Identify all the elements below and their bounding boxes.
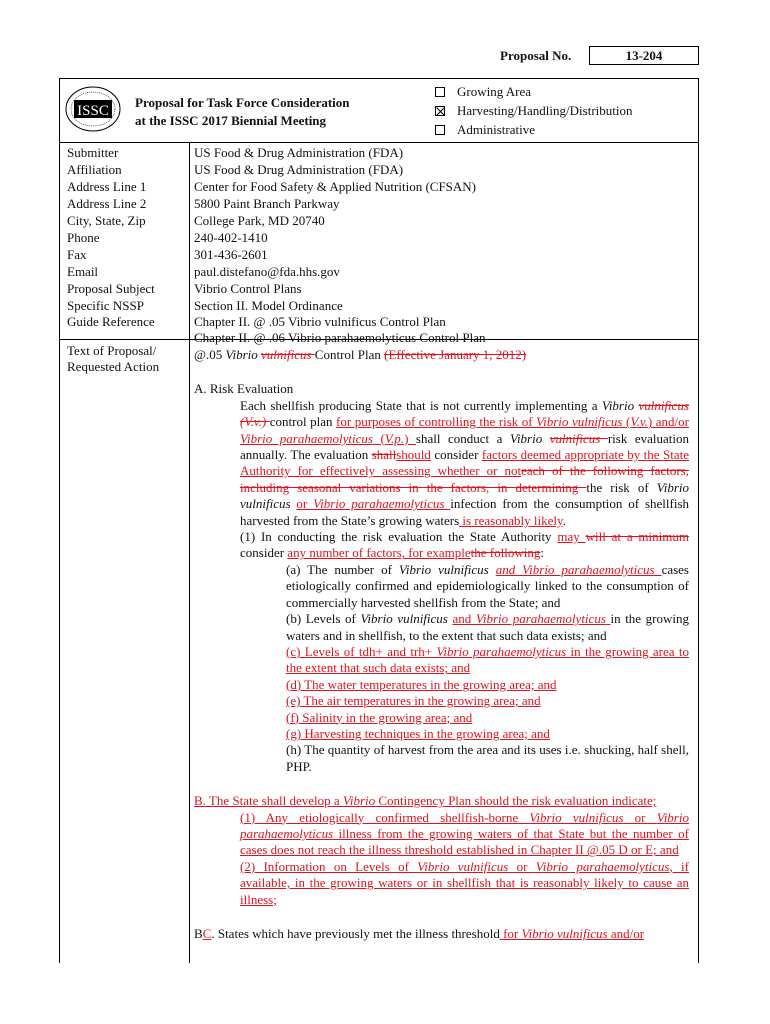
item-h: (h) The quantity of harvest from the area and its uses i.e. shucking, half shell, PHP. (286, 742, 689, 774)
address1-value: Center for Food Safety & Applied Nutrition (CFSAN) (194, 179, 477, 194)
item-f: (f) Salinity in the growing area; and (286, 709, 473, 725)
subject-value: Vibrio Control Plans (194, 281, 302, 296)
city-label: City, State, Zip (67, 213, 146, 228)
subject-label: Proposal Subject (67, 281, 155, 296)
paragraph-b1: (1) Any etiologically confirmed shellfish-borne Vibrio vulnificus or Vibrio parahaemolyticus illness from the growing waters of that State but the number of cases does not reach the illness threshold established in Chapter II @.05 D or E; and (240, 809, 689, 858)
proposal-number-label: Proposal No. (500, 48, 572, 63)
category-harvesting[interactable] (435, 101, 632, 120)
category-administrative[interactable] (435, 120, 632, 139)
category-label: Harvesting/Handling/Distribution (457, 103, 633, 118)
header-title (135, 94, 350, 130)
item-g: (g) Harvesting techniques in the growing area; and (286, 725, 550, 741)
item-b: (b) Levels of Vibrio vulnificus and Vibrio parahaemolyticus in the growing waters and in shellfish, to the extent that such data exists; and (286, 611, 690, 643)
row-divider (59, 339, 190, 340)
paragraph-b: B. The State shall develop a Vibrio Contingency Plan should the risk evaluation indicate; (194, 793, 657, 809)
title-line-2: at the ISSC 2017 Biennial Meeting (135, 113, 327, 128)
phone-label: Phone (67, 230, 100, 245)
email-label: Email (67, 264, 99, 279)
category-growing-area[interactable] (435, 82, 632, 101)
guide-ref-value-3: Chapter II. @ .06 Vibrio parahaemolyticus Control Plan (194, 330, 486, 345)
paragraph-a: Each shellfish producing State that is not currently implementing a Vibrio vulnificus (V.v.) control plan for purposes of controlling the risk of Vibrio vulnificus (V.v.) and/or Vibrio parahaemolyticus (V.p.) shall conduct a Vibrio vulnificus risk evaluation annually. The evaluation shallshould consider factors deemed appropriate by the State Authority for effectively assessing whether or noteach of the following factors, including seasonal variations in the factors, in determining the risk of Vibrio vulnificus or Vibrio parahaemolyticus infection from the consumption of shellfish harvested from the State’s growing waters is reasonably likely. (240, 397, 690, 528)
category-label: Growing Area (457, 84, 532, 99)
text-of-proposal-label-1: Text of Proposal/ (67, 343, 157, 358)
item-a: (a) The number of Vibrio vulnificus and Vibrio parahaemolyticus cases etiologically confirmed and epidemiologically linked to the consumption of commercially harvested shellfish from the State; and (286, 561, 689, 610)
submitter-value: US Food & Drug Administration (FDA) (194, 145, 404, 160)
item-d: (d) The water temperatures in the growing area; and (286, 676, 557, 692)
fax-label: Fax (67, 247, 87, 262)
header-divider (59, 142, 699, 143)
checkbox-icon[interactable] (435, 87, 445, 97)
address1-label: Address Line 1 (67, 179, 147, 194)
affiliation-label: Affiliation (67, 162, 122, 177)
text-of-proposal-label-2: Requested Action (67, 359, 160, 374)
item-c: (c) Levels of tdh+ and trh+ Vibrio parahaemolyticus in the growing area to the extent that such data exists; and (286, 643, 689, 676)
issc-logo (65, 86, 121, 132)
affiliation-value: US Food & Drug Administration (FDA) (194, 162, 404, 177)
paragraph-c: BC. States which have previously met the illness threshold for Vibrio vulnificus and/or (194, 926, 645, 941)
submitter-label: Submitter (67, 145, 119, 160)
category-label: Administrative (457, 122, 535, 137)
checked-checkbox-icon[interactable] (435, 106, 445, 116)
paragraph-a1: (1) In conducting the risk evaluation the State Authority may will at a minimum consider any number of factors, for examplethe following: (240, 529, 689, 561)
svg-text:ISSC: ISSC (77, 103, 109, 119)
address2-label: Address Line 2 (67, 196, 147, 211)
column-divider (189, 142, 190, 963)
guide-ref-value-2: Chapter II. @ .05 Vibrio vulnificus Control Plan (194, 314, 446, 329)
section-heading: @.05 Vibrio vulnificus Control Plan (Effective January 1, 2012) (194, 347, 527, 362)
phone-value: 240-402-1410 (194, 230, 268, 245)
proposal-text (194, 347, 689, 942)
proposal-number-box: 13-204 (589, 46, 699, 65)
guide-ref-value-1: Section II. Model Ordinance (194, 298, 343, 313)
city-value: College Park, MD 20740 (194, 213, 325, 228)
email-value: paul.distefano@fda.hhs.gov (194, 264, 340, 279)
category-checklist (435, 82, 632, 139)
heading-a: A. Risk Evaluation (194, 381, 294, 397)
fax-value: 301-436-2601 (194, 247, 268, 262)
title-line-1: Proposal for Task Force Consideration (135, 95, 350, 110)
checkbox-icon[interactable] (435, 125, 445, 135)
guide-ref-label-1: Specific NSSP (67, 298, 144, 313)
address2-value: 5800 Paint Branch Parkway (194, 196, 340, 211)
item-e: (e) The air temperatures in the growing area; and (286, 693, 541, 709)
paragraph-b2: (2) Information on Levels of Vibrio vulnificus or Vibrio parahaemolyticus, if available, in the growing waters or in shellfish that is reasonably likely to cause an illness; (240, 858, 689, 907)
guide-ref-label-2: Guide Reference (67, 314, 155, 329)
